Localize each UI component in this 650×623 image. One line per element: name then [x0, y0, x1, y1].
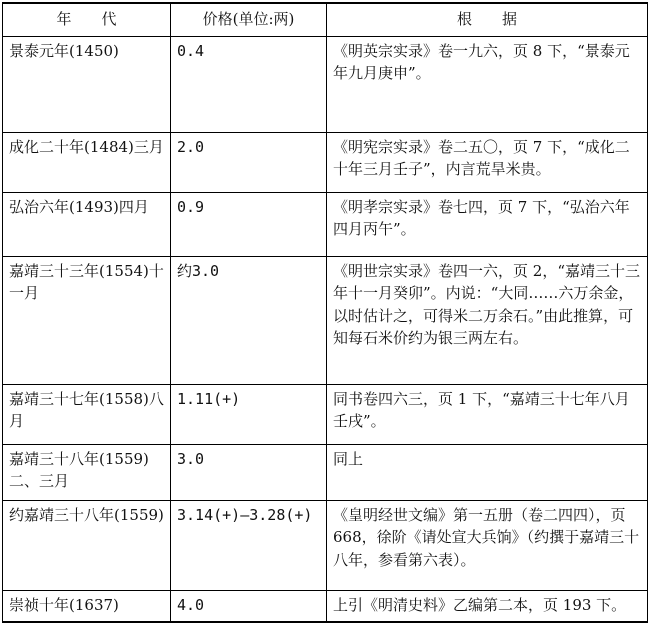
period-cell: 嘉靖三十三年(1554)十一月 [3, 256, 171, 384]
period-cell: 约嘉靖三十八年(1559) [3, 500, 171, 590]
price-cell: 1.11(+) [171, 384, 327, 444]
period-cell: 景泰元年(1450) [3, 36, 171, 132]
header-period: 年 代 [3, 3, 171, 36]
header-basis: 根 据 [327, 3, 648, 36]
table-header-row [3, 3, 648, 36]
price-cell: 0.9 [171, 192, 327, 256]
table-row [3, 500, 648, 590]
period-cell: 嘉靖三十八年(1559)二、三月 [3, 444, 171, 500]
rice-price-table [2, 2, 648, 623]
table-row [3, 192, 648, 256]
basis-cell: 《明英宗实录》卷一九六，页 8 下，“景泰元年九月庚申”。 [327, 36, 648, 132]
period-cell: 崇祯十年(1637) [3, 590, 171, 622]
basis-cell: 同上 [327, 444, 648, 500]
table-row [3, 256, 648, 384]
price-cell: 0.4 [171, 36, 327, 132]
basis-cell: 《明孝宗实录》卷七四，页 7 下，“弘治六年四月丙午”。 [327, 192, 648, 256]
header-price: 价格(单位:两) [171, 3, 327, 36]
basis-cell: 同书卷四六三，页 1 下，“嘉靖三十七年八月壬戌”。 [327, 384, 648, 444]
table-row [3, 36, 648, 132]
price-cell: 3.14(+)—3.28(+) [171, 500, 327, 590]
price-cell: 4.0 [171, 590, 327, 622]
basis-cell: 《明世宗实录》卷四一六，页 2，“嘉靖三十三年十一月癸卯”。内说：“大同……六万余金，以时估计之，可得米二万余石。”由此推算，可知每石米价约为银三两左右。 [327, 256, 648, 384]
table-row [3, 444, 648, 500]
price-cell: 约3.0 [171, 256, 327, 384]
table-row [3, 132, 648, 192]
period-cell: 嘉靖三十七年(1558)八月 [3, 384, 171, 444]
basis-cell: 《皇明经世文编》第一五册（卷二四四），页 668，徐阶《请处宣大兵饷》（约撰于嘉靖三十八年，参看第六表）。 [327, 500, 648, 590]
price-cell: 2.0 [171, 132, 327, 192]
table-row [3, 590, 648, 622]
table-row [3, 384, 648, 444]
basis-cell: 上引《明清史料》乙编第二本，页 193 下。 [327, 590, 648, 622]
period-cell: 成化二十年(1484)三月 [3, 132, 171, 192]
period-cell: 弘治六年(1493)四月 [3, 192, 171, 256]
basis-cell: 《明宪宗实录》卷二五〇，页 7 下，“成化二十年三月壬子”，内言荒旱米贵。 [327, 132, 648, 192]
price-cell: 3.0 [171, 444, 327, 500]
